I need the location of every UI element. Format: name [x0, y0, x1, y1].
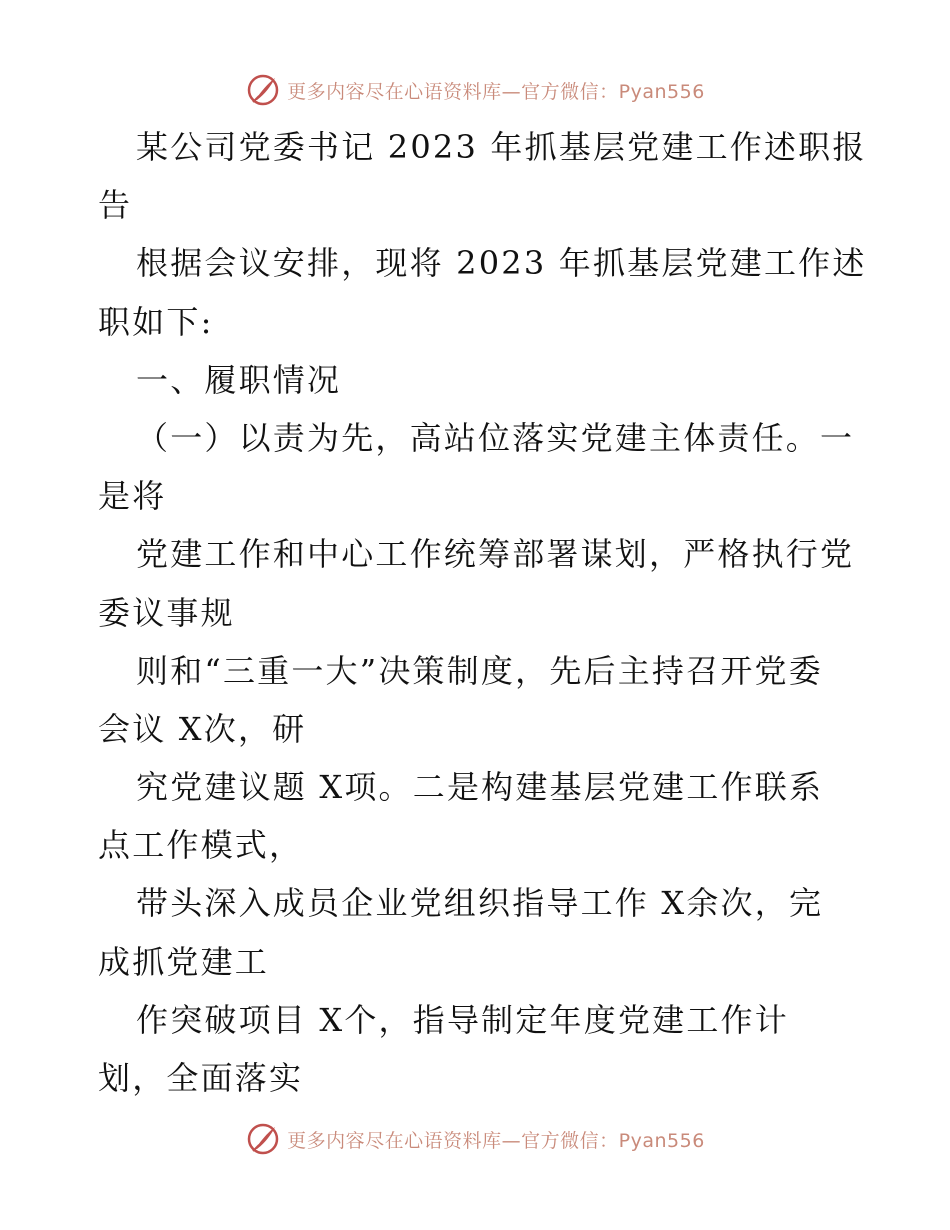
quill-logo-icon: [245, 72, 281, 108]
header-watermark: [0, 68, 950, 112]
document-body: [98, 118, 867, 1107]
text-line: 根据会议安排，现将 2023 年抓基层党建工作述: [136, 244, 867, 283]
text-line: 职如下:: [98, 302, 214, 341]
text-line: 作突破项目 X个，指导制定年度党建工作计: [136, 1000, 789, 1039]
text-line: 究党建议题 X项。二是构建基层党建工作联系: [136, 768, 824, 807]
text-line: 会议 X次，研: [98, 709, 307, 748]
text-line: 则和“三重一大”决策制度，先后主持召开党委: [136, 651, 823, 690]
text-line: 划，全面落实: [98, 1059, 304, 1097]
footer-watermark: [0, 1117, 950, 1161]
watermark-text: 更多内容尽在心语资料库—官方微信：Pyan556: [287, 80, 705, 103]
text-line: 成抓党建工: [98, 942, 270, 981]
text-line: 委议事规: [98, 593, 235, 632]
text-line: 是将: [98, 477, 167, 516]
text-line: 带头深入成员企业党组织指导工作 X余次，完: [136, 884, 824, 923]
text-line: 某公司党委书记 2023 年抓基层党建工作述职报: [136, 128, 867, 166]
watermark-text: 更多内容尽在心语资料库—官方微信：Pyan556: [287, 1129, 705, 1152]
text-line: 党建工作和中心工作统筹部署谋划，严格执行党: [136, 535, 855, 574]
section-heading: 一、履职情况: [136, 360, 342, 399]
quill-logo-icon: [245, 1121, 281, 1157]
text-line: （一）以责为先，高站位落实党建主体责任。一: [136, 418, 855, 457]
text-line: 告: [98, 186, 133, 225]
text-line: 点工作模式，: [98, 826, 304, 865]
